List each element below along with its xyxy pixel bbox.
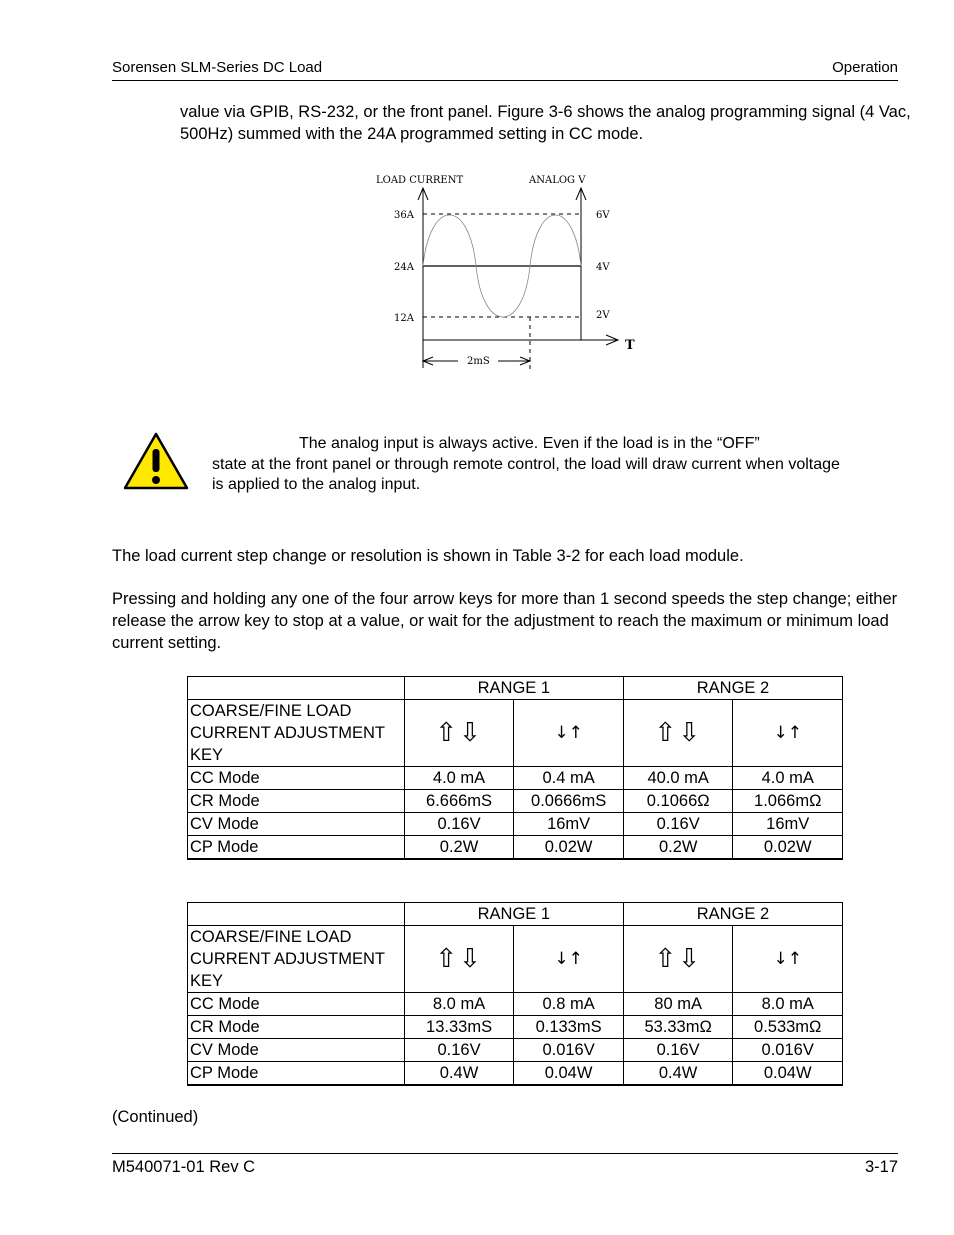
value-cell: 0.16V (404, 813, 514, 836)
value-cell: 0.02W (514, 836, 624, 860)
coarse-up-down-arrow-icon: ⇧⇩ (404, 700, 514, 767)
table-row (188, 836, 843, 860)
header-rule (112, 80, 898, 81)
value-cell: 8.0 mA (733, 993, 843, 1016)
warning-line-1: The analog input is always active. Even if the load is in the “OFF” (299, 435, 760, 452)
value-cell: 0.16V (623, 1039, 733, 1062)
value-cell: 0.8 mA (514, 993, 624, 1016)
arrow-keys-paragraph: Pressing and holding any one of the four arrow keys for more than 1 second speeds the step change; either release the arrow key to stop at a value, or wait for the adjustment to reach the maximum or minimum load current setting. (112, 590, 898, 652)
right-axis-label: ANALOG V (529, 175, 586, 186)
warning-line-2: state at the front panel or through remote control, the load will draw current when voltage is applied to the analog input. (212, 455, 840, 493)
left-tick-36a: 36A (394, 210, 414, 221)
value-cell: 0.133mS (514, 1016, 624, 1039)
header-section: Operation (832, 59, 898, 76)
value-cell: 8.0 mA (404, 993, 514, 1016)
mode-cell: CC Mode (188, 993, 405, 1016)
value-cell: 4.0 mA (404, 767, 514, 790)
fine-up-down-arrow-icon: ↓↑ (733, 700, 843, 767)
left-tick-12a: 12A (394, 313, 414, 324)
mode-cell: CC Mode (188, 767, 405, 790)
value-cell: 0.016V (733, 1039, 843, 1062)
value-cell: 0.4 mA (514, 767, 624, 790)
table-row (188, 1062, 843, 1086)
warning-text (212, 434, 852, 496)
continued-note: (Continued) (112, 1108, 199, 1126)
value-cell: 4.0 mA (733, 767, 843, 790)
footer-page-number: 3-17 (864, 1158, 898, 1176)
value-cell: 1.066mΩ (733, 790, 843, 813)
range2-header: RANGE 2 (623, 903, 842, 926)
value-cell: 0.16V (404, 1039, 514, 1062)
mode-cell: CV Mode (188, 813, 405, 836)
footer-doc-number: M540071-01 Rev C (112, 1158, 256, 1176)
value-cell: 0.04W (514, 1062, 624, 1086)
table-row (188, 926, 843, 993)
range1-header: RANGE 1 (404, 677, 623, 700)
time-axis-label: T (625, 338, 635, 353)
table-row (188, 993, 843, 1016)
value-cell: 40.0 mA (623, 767, 732, 790)
value-cell: 0.4W (623, 1062, 733, 1086)
resolution-table-1 (187, 676, 843, 860)
value-cell: 53.33mΩ (623, 1016, 733, 1039)
table-row (188, 1039, 843, 1062)
range1-header: RANGE 1 (404, 903, 623, 926)
fine-up-down-arrow-icon: ↓↑ (514, 926, 624, 993)
coarse-up-down-arrow-icon: ⇧⇩ (623, 700, 732, 767)
value-cell: 0.02W (733, 836, 843, 860)
right-tick-4v: 4V (596, 262, 610, 273)
mode-cell: CP Mode (188, 1062, 405, 1086)
value-cell: 80 mA (623, 993, 733, 1016)
value-cell: 0.533mΩ (733, 1016, 843, 1039)
step-change-paragraph: The load current step change or resolution is shown in Table 3-2 for each load module. (112, 547, 744, 565)
value-cell: 0.4W (404, 1062, 514, 1086)
warning-triangle-icon (123, 432, 189, 490)
right-tick-6v: 6V (596, 210, 610, 221)
value-cell: 6.666mS (404, 790, 514, 813)
table-corner-cell (188, 903, 405, 926)
table-header-row (188, 677, 843, 700)
mode-cell: CP Mode (188, 836, 405, 860)
value-cell: 16mV (514, 813, 624, 836)
value-cell: 0.1066Ω (623, 790, 732, 813)
intro-paragraph: value via GPIB, RS-232, or the front panel. Figure 3-6 shows the analog programming signal (4 Vac, 500Hz) summed with the 24A programmed setting in CC mode. (180, 103, 911, 143)
table-header-row (188, 903, 843, 926)
footer-rule (112, 1153, 898, 1154)
right-tick-2v: 2V (596, 310, 610, 321)
mode-cell: CR Mode (188, 790, 405, 813)
key-label: COARSE/FINE LOAD CURRENT ADJUSTMENT KEY (188, 700, 405, 767)
table-corner-cell (188, 677, 405, 700)
left-tick-24a: 24A (394, 262, 414, 273)
value-cell: 16mV (733, 813, 843, 836)
value-cell: 13.33mS (404, 1016, 514, 1039)
coarse-up-down-arrow-icon: ⇧⇩ (623, 926, 733, 993)
key-label: COARSE/FINE LOAD CURRENT ADJUSTMENT KEY (188, 926, 405, 993)
value-cell: 0.2W (404, 836, 514, 860)
analog-waveform-figure (370, 168, 640, 373)
mode-cell: CR Mode (188, 1016, 405, 1039)
value-cell: 0.04W (733, 1062, 843, 1086)
table-row (188, 1016, 843, 1039)
value-cell: 0.2W (623, 836, 732, 860)
range2-header: RANGE 2 (623, 677, 842, 700)
fine-up-down-arrow-icon: ↓↑ (514, 700, 624, 767)
value-cell: 0.016V (514, 1039, 624, 1062)
mode-cell: CV Mode (188, 1039, 405, 1062)
value-cell: 0.16V (623, 813, 732, 836)
value-cell: 0.0666mS (514, 790, 624, 813)
left-axis-label: LOAD CURRENT (376, 175, 464, 186)
table-row (188, 700, 843, 767)
period-label: 2mS (467, 356, 490, 367)
table-row (188, 813, 843, 836)
coarse-up-down-arrow-icon: ⇧⇩ (404, 926, 514, 993)
table-row (188, 790, 843, 813)
fine-up-down-arrow-icon: ↓↑ (733, 926, 843, 993)
resolution-table-2 (187, 902, 843, 1086)
header-title: Sorensen SLM-Series DC Load (112, 59, 323, 76)
table-row (188, 767, 843, 790)
